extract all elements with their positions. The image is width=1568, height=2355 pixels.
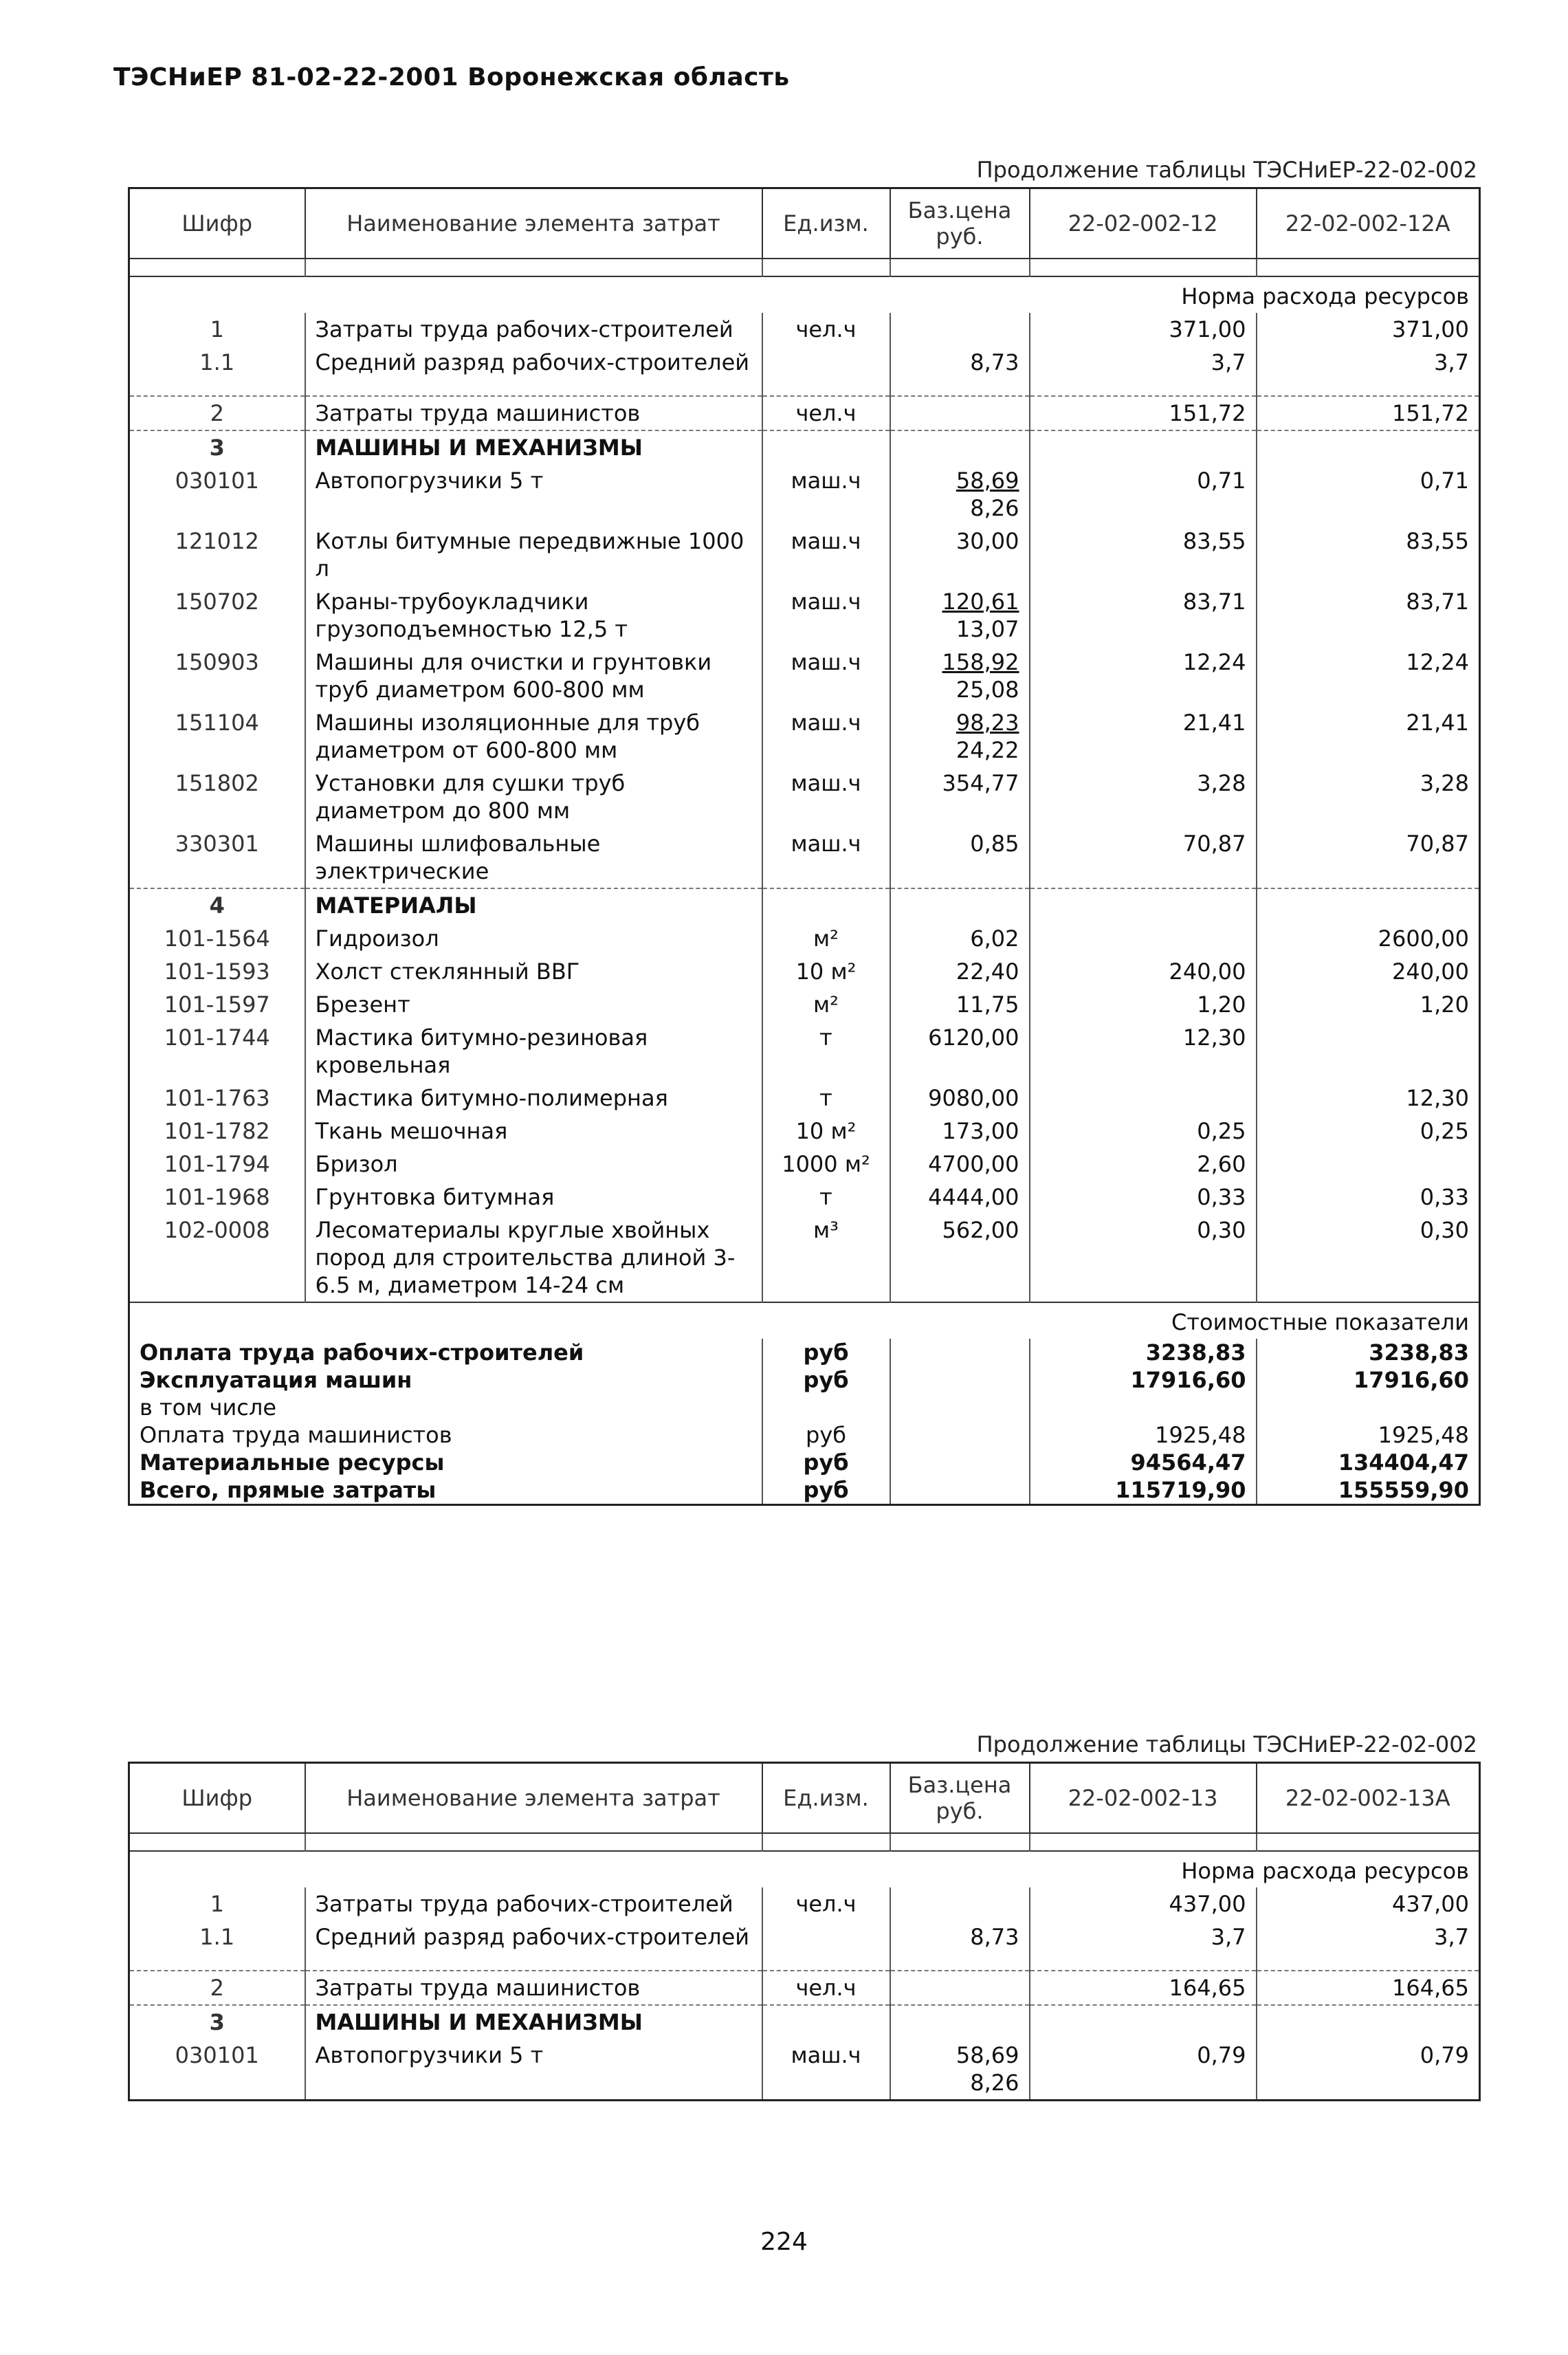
row-value-b: 371,00 <box>1257 313 1480 346</box>
price-value: 98,23 <box>956 710 1019 736</box>
total-value-b: 17916,60 <box>1257 1366 1480 1394</box>
row-price: 8,73 <box>890 1920 1030 1953</box>
document-header: ТЭСНиЕР 81-02-22-2001 Воронежская область <box>113 63 790 91</box>
row-code: 330301 <box>129 827 305 888</box>
price-value: 120,61 <box>942 589 1019 615</box>
row-unit: 10 м² <box>762 955 890 988</box>
table-row <box>129 1082 1480 1115</box>
table-row <box>129 585 1480 646</box>
row-value-b: 0,71 <box>1257 464 1480 525</box>
resource-norms-table-12 <box>128 187 1481 1506</box>
total-unit: руб <box>762 1366 890 1394</box>
row-price: 22,40 <box>890 955 1030 988</box>
row-name: Средний разряд рабочих-строителей <box>305 346 762 379</box>
row-price: 354,77 <box>890 767 1030 827</box>
total-value-a: 3238,83 <box>1030 1339 1257 1366</box>
row-price: 173,00 <box>890 1115 1030 1148</box>
total-row <box>129 1421 1480 1449</box>
row-price <box>890 1971 1030 2005</box>
row-value-b: 2600,00 <box>1257 922 1480 955</box>
norm-section-title: Норма расхода ресурсов <box>129 1851 1480 1887</box>
row-unit: м² <box>762 988 890 1021</box>
total-name: Материальные ресурсы <box>129 1449 762 1476</box>
row-value-b: 3,7 <box>1257 1920 1480 1953</box>
row-name: Бризол <box>305 1148 762 1181</box>
row-price: 562,00 <box>890 1214 1030 1302</box>
row-unit: т <box>762 1181 890 1214</box>
section-code: 3 <box>129 430 305 464</box>
row-value-a: 70,87 <box>1030 827 1257 888</box>
row-code: 101-1744 <box>129 1021 305 1082</box>
row-unit: т <box>762 1082 890 1115</box>
row-value-b: 0,30 <box>1257 1214 1480 1302</box>
row-price <box>890 1887 1030 1920</box>
total-value-b: 134404,47 <box>1257 1449 1480 1476</box>
row-value-a: 2,60 <box>1030 1148 1257 1181</box>
row-name: Мастика битумно-резиновая кровельная <box>305 1021 762 1082</box>
total-value-a: 115719,90 <box>1030 1476 1257 1505</box>
column-header-norm-b: 22-02-002-13А <box>1257 1763 1480 1834</box>
row-name: Гидроизол <box>305 922 762 955</box>
operator-wage-value: 8,26 <box>970 2070 1019 2096</box>
table-caption: Продолжение таблицы ТЭСНиЕР-22-02-002 <box>976 1731 1477 1757</box>
row-value-b: 0,33 <box>1257 1181 1480 1214</box>
total-unit: руб <box>762 1449 890 1476</box>
column-header-norm-a: 22-02-002-13 <box>1030 1763 1257 1834</box>
row-value-b: 83,71 <box>1257 585 1480 646</box>
row-unit: м³ <box>762 1214 890 1302</box>
row-name: Затраты труда рабочих-строителей <box>305 1887 762 1920</box>
row-value-a: 1,20 <box>1030 988 1257 1021</box>
row-name: Грунтовка битумная <box>305 1181 762 1214</box>
table-row <box>129 1887 1480 1920</box>
norm-section-title: Норма расхода ресурсов <box>129 276 1480 313</box>
row-value-a: 3,7 <box>1030 346 1257 379</box>
total-value-a: 1925,48 <box>1030 1421 1257 1449</box>
table-row <box>129 827 1480 888</box>
row-name: Краны-трубоукладчики грузоподъемностью 12,5 т <box>305 585 762 646</box>
price-value: 58,69 <box>956 2042 1019 2068</box>
row-value-b: 0,79 <box>1257 2039 1480 2101</box>
row-value-b: 3,7 <box>1257 346 1480 379</box>
row-unit <box>762 346 890 379</box>
row-value-b: 0,25 <box>1257 1115 1480 1148</box>
row-price: 30,00 <box>890 525 1030 585</box>
row-unit: чел.ч <box>762 1887 890 1920</box>
table-row <box>129 2039 1480 2101</box>
row-code: 1.1 <box>129 1920 305 1953</box>
row-value-b: 240,00 <box>1257 955 1480 988</box>
row-price: 0,85 <box>890 827 1030 888</box>
row-code: 030101 <box>129 2039 305 2101</box>
row-value-b: 3,28 <box>1257 767 1480 827</box>
row-value-b: 21,41 <box>1257 706 1480 767</box>
row-price: 4444,00 <box>890 1181 1030 1214</box>
row-name: Машины изоляционные для труб диаметром от 600-800 мм <box>305 706 762 767</box>
total-row <box>129 1339 1480 1366</box>
row-price <box>890 2039 1030 2101</box>
column-header-price: Баз.цена руб. <box>890 1763 1030 1834</box>
table-row <box>129 1214 1480 1302</box>
table-row <box>129 988 1480 1021</box>
row-price <box>890 585 1030 646</box>
row-name: Установки для сушки труб диаметром до 800 мм <box>305 767 762 827</box>
table-row <box>129 464 1480 525</box>
row-code: 1 <box>129 313 305 346</box>
table-row <box>129 525 1480 585</box>
resource-norms-table-13 <box>128 1762 1481 2101</box>
row-price <box>890 313 1030 346</box>
row-unit: т <box>762 1021 890 1082</box>
total-value-b: 3238,83 <box>1257 1339 1480 1366</box>
row-price: 6120,00 <box>890 1021 1030 1082</box>
table-row <box>129 1971 1480 2005</box>
row-unit: 1000 м² <box>762 1148 890 1181</box>
row-value-a: 12,30 <box>1030 1021 1257 1082</box>
operator-wage-value: 24,22 <box>956 737 1019 763</box>
row-value-a: 151,72 <box>1030 396 1257 430</box>
total-row <box>129 1449 1480 1476</box>
total-value-a: 17916,60 <box>1030 1366 1257 1394</box>
row-value-b: 12,24 <box>1257 646 1480 706</box>
row-value-b: 1,20 <box>1257 988 1480 1021</box>
row-unit: чел.ч <box>762 1971 890 2005</box>
total-name: Эксплуатация машин <box>129 1366 762 1394</box>
row-code: 2 <box>129 1971 305 2005</box>
column-header-norm-b: 22-02-002-12А <box>1257 188 1480 259</box>
row-unit: маш.ч <box>762 2039 890 2101</box>
total-row <box>129 1476 1480 1505</box>
total-name: Оплата труда машинистов <box>129 1421 762 1449</box>
row-unit: маш.ч <box>762 585 890 646</box>
row-code: 121012 <box>129 525 305 585</box>
total-value-a: 94564,47 <box>1030 1449 1257 1476</box>
row-code: 101-1782 <box>129 1115 305 1148</box>
row-value-a <box>1030 1082 1257 1115</box>
row-price <box>890 464 1030 525</box>
total-name: Всего, прямые затраты <box>129 1476 762 1505</box>
row-price: 6,02 <box>890 922 1030 955</box>
row-name: Затраты труда рабочих-строителей <box>305 313 762 346</box>
row-unit: маш.ч <box>762 525 890 585</box>
row-value-a: 240,00 <box>1030 955 1257 988</box>
row-price: 4700,00 <box>890 1148 1030 1181</box>
table-row <box>129 313 1480 346</box>
table-row <box>129 1920 1480 1953</box>
row-value-b: 437,00 <box>1257 1887 1480 1920</box>
row-unit: маш.ч <box>762 646 890 706</box>
section-row <box>129 430 1480 464</box>
row-code: 102-0008 <box>129 1214 305 1302</box>
row-code: 101-1794 <box>129 1148 305 1181</box>
row-code: 150702 <box>129 585 305 646</box>
table-caption: Продолжение таблицы ТЭСНиЕР-22-02-002 <box>976 157 1477 183</box>
table-row <box>129 1021 1480 1082</box>
row-value-a: 21,41 <box>1030 706 1257 767</box>
row-unit: 10 м² <box>762 1115 890 1148</box>
row-price: 8,73 <box>890 346 1030 379</box>
price-value: 58,69 <box>956 468 1019 494</box>
row-code: 1.1 <box>129 346 305 379</box>
row-code: 101-1564 <box>129 922 305 955</box>
table-row <box>129 955 1480 988</box>
row-name: Холст стеклянный ВВГ <box>305 955 762 988</box>
row-unit: чел.ч <box>762 396 890 430</box>
total-name: Оплата труда рабочих-строителей <box>129 1339 762 1366</box>
row-value-a: 83,55 <box>1030 525 1257 585</box>
column-header-name: Наименование элемента затрат <box>305 188 762 259</box>
table-row <box>129 646 1480 706</box>
total-value-b: 155559,90 <box>1257 1476 1480 1505</box>
table-row <box>129 1181 1480 1214</box>
row-value-a: 0,25 <box>1030 1115 1257 1148</box>
row-value-a: 0,30 <box>1030 1214 1257 1302</box>
row-name: Автопогрузчики 5 т <box>305 2039 762 2101</box>
section-row <box>129 2005 1480 2039</box>
row-value-b: 12,30 <box>1257 1082 1480 1115</box>
row-unit: чел.ч <box>762 313 890 346</box>
column-header-name: Наименование элемента затрат <box>305 1763 762 1834</box>
row-value-a: 0,33 <box>1030 1181 1257 1214</box>
row-code: 150903 <box>129 646 305 706</box>
row-unit: маш.ч <box>762 706 890 767</box>
row-unit: м² <box>762 922 890 955</box>
row-unit <box>762 1920 890 1953</box>
price-value: 158,92 <box>942 649 1019 675</box>
column-header-code: Шифр <box>129 1763 305 1834</box>
row-value-b <box>1257 1021 1480 1082</box>
row-value-b: 70,87 <box>1257 827 1480 888</box>
table-row <box>129 346 1480 379</box>
row-name: Затраты труда машинистов <box>305 1971 762 2005</box>
table-row <box>129 396 1480 430</box>
section-code: 3 <box>129 2005 305 2039</box>
column-header-norm-a: 22-02-002-12 <box>1030 188 1257 259</box>
table-row <box>129 1148 1480 1181</box>
section-row <box>129 888 1480 922</box>
row-value-a: 3,7 <box>1030 1920 1257 1953</box>
row-code: 030101 <box>129 464 305 525</box>
cost-section-title: Стоимостные показатели <box>129 1302 1480 1339</box>
row-price <box>890 396 1030 430</box>
row-code: 151802 <box>129 767 305 827</box>
row-value-a <box>1030 922 1257 955</box>
row-value-b: 164,65 <box>1257 1971 1480 2005</box>
total-unit: руб <box>762 1421 890 1449</box>
section-title: МАШИНЫ И МЕХАНИЗМЫ <box>305 430 762 464</box>
row-value-a: 3,28 <box>1030 767 1257 827</box>
row-name: Машины для очистки и грунтовки труб диаметром 600-800 мм <box>305 646 762 706</box>
total-value-b: 1925,48 <box>1257 1421 1480 1449</box>
row-code: 101-1968 <box>129 1181 305 1214</box>
column-header-price: Баз.цена руб. <box>890 188 1030 259</box>
column-header-code: Шифр <box>129 188 305 259</box>
row-name: Ткань мешочная <box>305 1115 762 1148</box>
row-value-a: 437,00 <box>1030 1887 1257 1920</box>
row-name: Мастика битумно-полимерная <box>305 1082 762 1115</box>
table-row <box>129 767 1480 827</box>
row-name: Котлы битумные передвижные 1000 л <box>305 525 762 585</box>
section-code: 4 <box>129 888 305 922</box>
row-code: 101-1763 <box>129 1082 305 1115</box>
row-value-a: 164,65 <box>1030 1971 1257 2005</box>
total-row <box>129 1366 1480 1394</box>
total-name: в том числе <box>129 1394 762 1421</box>
row-name: Затраты труда машинистов <box>305 396 762 430</box>
operator-wage-value: 25,08 <box>956 677 1019 703</box>
row-price: 9080,00 <box>890 1082 1030 1115</box>
table-row <box>129 922 1480 955</box>
row-value-a: 0,71 <box>1030 464 1257 525</box>
column-header-unit: Ед.изм. <box>762 1763 890 1834</box>
row-name: Лесоматериалы круглые хвойных пород для строительства длиной 3-6.5 м, диаметром 14-24 см <box>305 1214 762 1302</box>
row-name: Брезент <box>305 988 762 1021</box>
row-value-b: 83,55 <box>1257 525 1480 585</box>
row-unit: маш.ч <box>762 464 890 525</box>
row-value-b: 151,72 <box>1257 396 1480 430</box>
row-unit: маш.ч <box>762 767 890 827</box>
total-unit: руб <box>762 1339 890 1366</box>
row-code: 101-1597 <box>129 988 305 1021</box>
operator-wage-value: 8,26 <box>970 495 1019 521</box>
row-price: 11,75 <box>890 988 1030 1021</box>
row-unit: маш.ч <box>762 827 890 888</box>
row-price <box>890 706 1030 767</box>
row-price <box>890 646 1030 706</box>
row-code: 2 <box>129 396 305 430</box>
row-value-a: 371,00 <box>1030 313 1257 346</box>
operator-wage-value: 13,07 <box>956 616 1019 642</box>
table-row <box>129 1115 1480 1148</box>
row-code: 101-1593 <box>129 955 305 988</box>
row-code: 151104 <box>129 706 305 767</box>
table-row <box>129 706 1480 767</box>
row-value-b <box>1257 1148 1480 1181</box>
row-code: 1 <box>129 1887 305 1920</box>
row-value-a: 0,79 <box>1030 2039 1257 2101</box>
total-unit: руб <box>762 1476 890 1505</box>
row-value-a: 12,24 <box>1030 646 1257 706</box>
column-header-unit: Ед.изм. <box>762 188 890 259</box>
row-name: Средний разряд рабочих-строителей <box>305 1920 762 1953</box>
page-number: 224 <box>760 2228 808 2256</box>
section-title: МАШИНЫ И МЕХАНИЗМЫ <box>305 2005 762 2039</box>
row-name: Автопогрузчики 5 т <box>305 464 762 525</box>
section-title: МАТЕРИАЛЫ <box>305 888 762 922</box>
subtotal-label-row <box>129 1394 1480 1421</box>
row-name: Машины шлифовальные электрические <box>305 827 762 888</box>
row-value-a: 83,71 <box>1030 585 1257 646</box>
